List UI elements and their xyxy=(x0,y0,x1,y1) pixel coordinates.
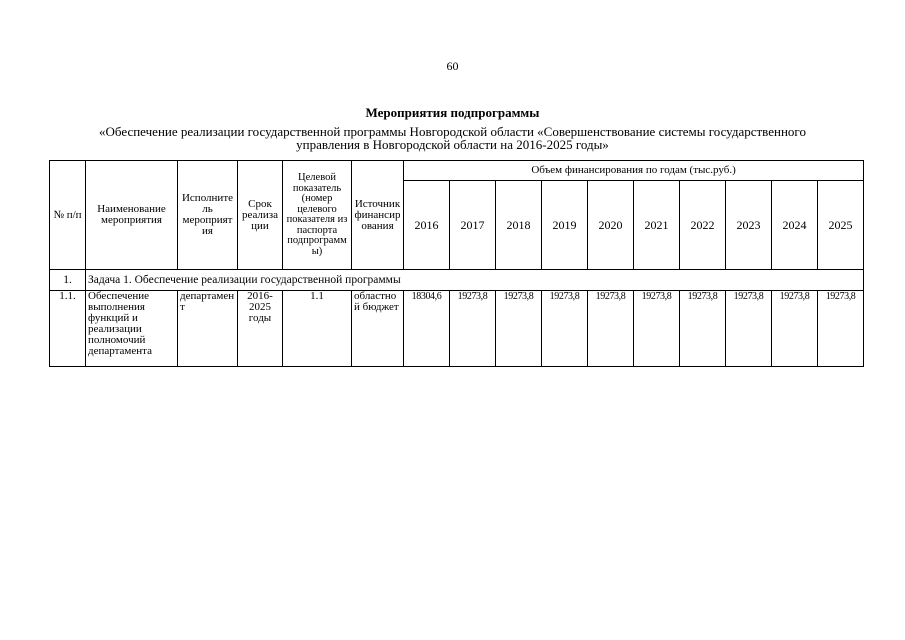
amount-cell: 19273,8 xyxy=(450,291,496,367)
header-term: Срок реализации xyxy=(238,161,283,270)
year-header: 2017 xyxy=(450,181,496,270)
year-header: 2018 xyxy=(496,181,542,270)
header-funding-source: Источник финансирования xyxy=(352,161,404,270)
header-number: № п/п xyxy=(50,161,86,270)
amount-cell: 18304,6 xyxy=(404,291,450,367)
amount-cell: 19273,8 xyxy=(588,291,634,367)
amount-cell: 19273,8 xyxy=(726,291,772,367)
year-header: 2020 xyxy=(588,181,634,270)
measure-name: Обеспечение выполнения функций и реализации полномочий департамента xyxy=(86,291,178,367)
measure-funding-source: областной бюджет xyxy=(352,291,404,367)
amount-cell: 19273,8 xyxy=(772,291,818,367)
task-number: 1. xyxy=(50,270,86,291)
amount-cell: 19273,8 xyxy=(542,291,588,367)
header-target-indicator: Целевой показатель (номер целевого показателя из паспорта подпрограммы) xyxy=(283,161,352,270)
year-header: 2024 xyxy=(772,181,818,270)
task-row xyxy=(50,270,864,291)
document-title: Мероприятия подпрограммы xyxy=(365,105,540,120)
measures-table xyxy=(49,160,864,367)
measure-indicator: 1.1 xyxy=(283,291,352,367)
amount-cell: 19273,8 xyxy=(634,291,680,367)
row-number: 1.1. xyxy=(50,291,86,367)
year-header: 2019 xyxy=(542,181,588,270)
year-header: 2022 xyxy=(680,181,726,270)
document-subtitle: «Обеспечение реализации государственной программы Новгородской области «Совершенствование системы государственного управления в Новгородской области на 2016-2025 годы» xyxy=(99,124,806,152)
header-name: Наименование мероприятия xyxy=(86,161,178,270)
year-header: 2021 xyxy=(634,181,680,270)
measure-term: 2016-2025 годы xyxy=(238,291,283,367)
year-header: 2023 xyxy=(726,181,772,270)
year-header: 2016 xyxy=(404,181,450,270)
header-funding-volume: Объем финансирования по годам (тыс.руб.) xyxy=(404,161,864,181)
amount-cell: 19273,8 xyxy=(496,291,542,367)
measure-executor: департамент xyxy=(178,291,238,367)
page-number: 60 xyxy=(446,59,459,73)
header-executor: Исполнитель мероприятия xyxy=(178,161,238,270)
year-header: 2025 xyxy=(818,181,864,270)
task-label: Задача 1. Обеспечение реализации государственной программы xyxy=(86,270,864,291)
amount-cell: 19273,8 xyxy=(680,291,726,367)
amount-cell: 19273,8 xyxy=(818,291,864,367)
table-row xyxy=(50,291,864,367)
